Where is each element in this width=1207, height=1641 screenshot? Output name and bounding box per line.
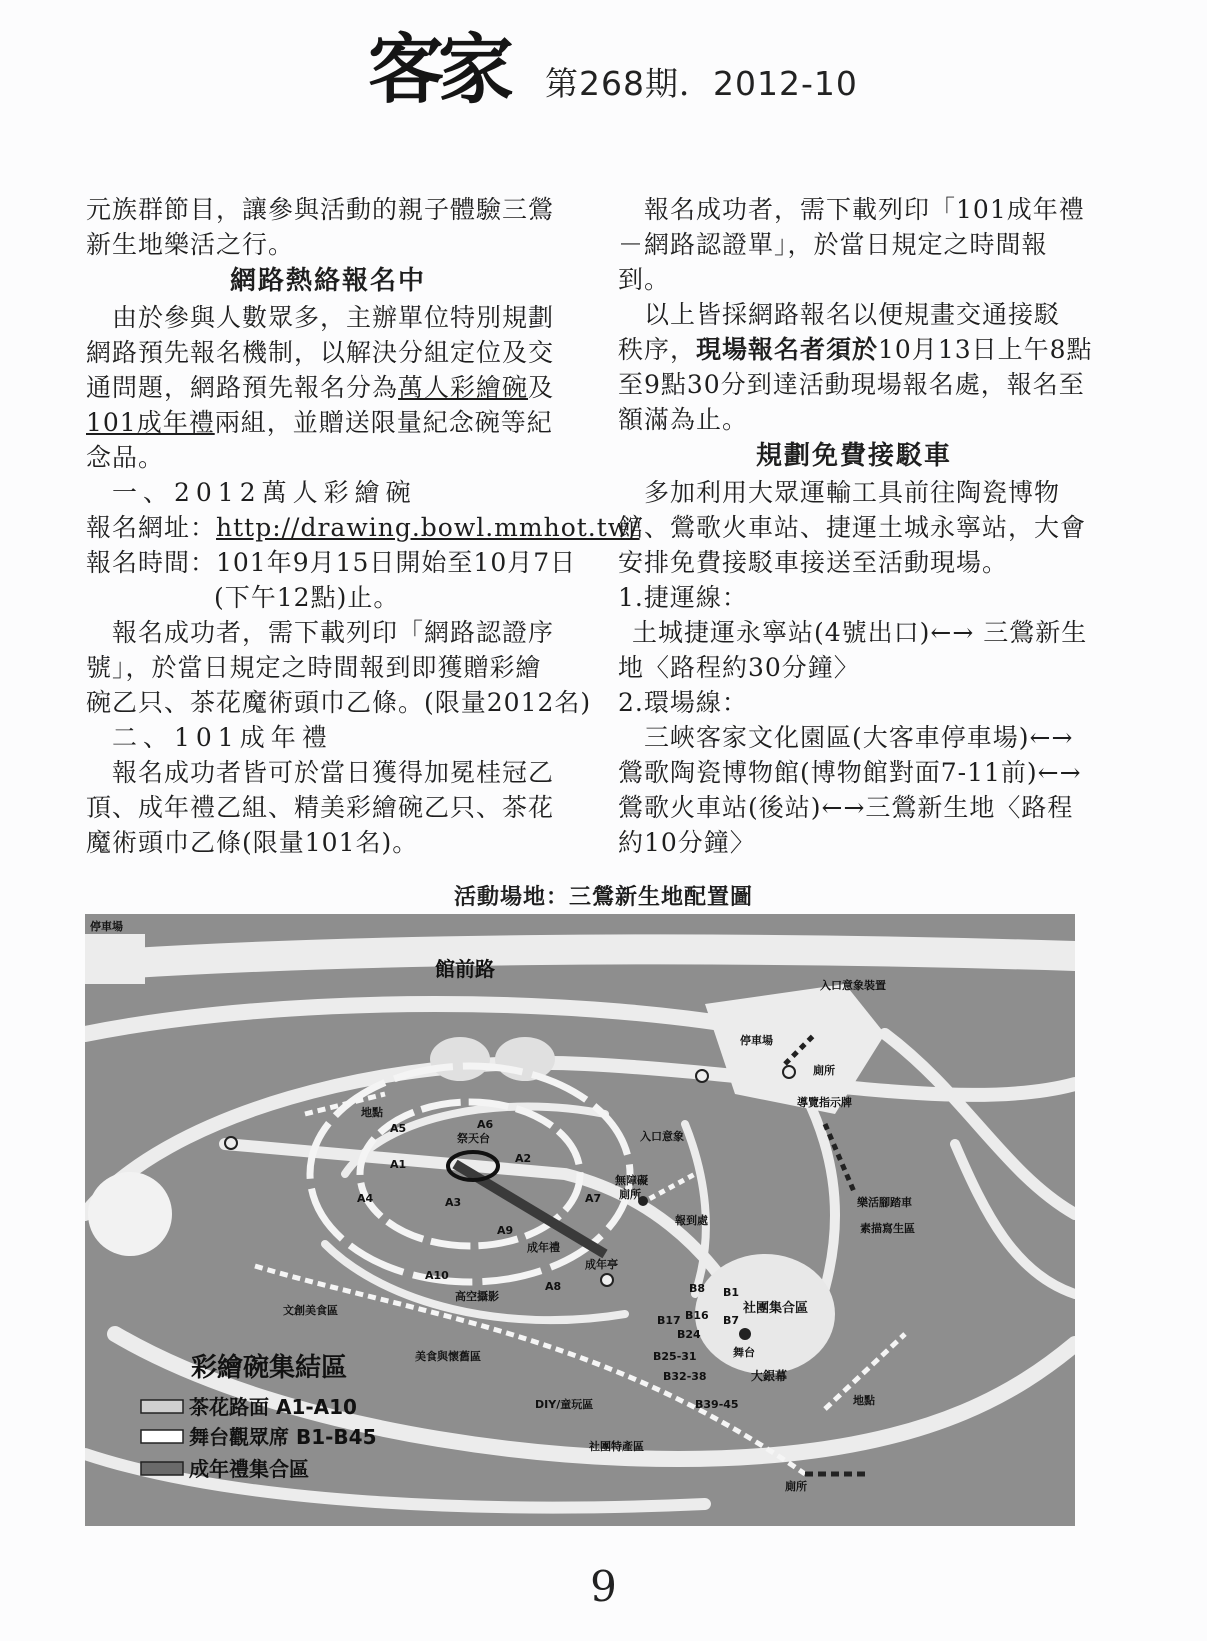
map-label-zone: A1 <box>390 1158 407 1171</box>
left-column <box>86 192 640 860</box>
right-column <box>618 192 1093 860</box>
route-title-mrt: 1.捷運線： <box>618 583 748 612</box>
map-label-checkin: 報到處 <box>675 1214 708 1227</box>
map-label-food-nostalgia: 美食與懷舊區 <box>415 1350 481 1363</box>
text-line: 魔術頭巾乙條(限量101名)。 <box>86 828 419 857</box>
text-line <box>86 370 570 405</box>
text-line: 以上皆採網路報名以便規畫交通接駁 <box>644 300 1061 329</box>
text-span: 兩組，並贈送限量紀念碗等紀 <box>214 408 553 437</box>
masthead-logo: 客家 <box>368 25 508 114</box>
text-line: 網路預先報名機制，以解決分組定位及交 <box>86 338 555 367</box>
text-line: 土城捷運永寧站(4號出口)←→ 三鶯新生 <box>632 618 1088 647</box>
bowl-event-name: 萬人彩繪碗 <box>398 373 529 402</box>
legend-swatch <box>141 1400 183 1413</box>
text-line: 地〈路程約30分鐘〉 <box>618 653 860 682</box>
map-label-zone: A10 <box>425 1269 449 1282</box>
map-label-parking: 停車場 <box>740 1034 773 1047</box>
onsite-registration-emphasis: 現場報名者須於 <box>696 335 879 364</box>
text-line: 由於參與人數眾多，主辦單位特別規劃 <box>86 303 555 332</box>
map-label-coming-of-age: 成年禮 <box>527 1241 560 1254</box>
map-label-zone: A8 <box>545 1280 562 1293</box>
map-label-aerial: 高空攝影 <box>455 1290 499 1303</box>
section-heading-online-registration: 網路熱絡報名中 <box>229 266 426 296</box>
text-span: 及 <box>528 373 555 402</box>
text-line: －網路認證單」，於當日規定之時間報 <box>618 230 1048 259</box>
map-label-zone: B25-31 <box>653 1350 697 1363</box>
legend-item: 成年禮集合區 <box>189 1457 309 1481</box>
route-title-loop: 2.環場線： <box>618 688 748 717</box>
map-label-zone: A5 <box>390 1122 407 1135</box>
legend-swatch <box>141 1430 183 1443</box>
registration-url-link[interactable]: http://drawing.bowl.mmhot.tw/ <box>216 513 640 542</box>
text-line: 號」，於當日規定之時間報到即獲贈彩繪 <box>86 653 542 682</box>
legend-item: 舞台觀眾席 B1-B45 <box>189 1425 377 1449</box>
text-line: 額滿為止。 <box>618 405 749 434</box>
legend-item: 茶花路面 A1-A10 <box>189 1395 357 1419</box>
legend-title: 彩繪碗集結區 <box>191 1353 348 1383</box>
map-label-community-products: 社團特產區 <box>589 1440 644 1453</box>
map-label-spot: 地點 <box>853 1394 875 1407</box>
map-label-stage: 舞台 <box>733 1346 755 1359</box>
map-label-road: 館前路 <box>435 957 495 981</box>
coming-of-age-event-name: 101成年禮 <box>86 408 215 437</box>
map-label-zone: B7 <box>723 1314 740 1327</box>
registration-url-line <box>86 510 640 545</box>
text-line: 三峽客家文化園區(大客車停車場)←→ <box>644 723 1074 752</box>
map-label-zone: A9 <box>497 1224 514 1237</box>
map-label-screen: 大銀幕 <box>751 1369 788 1383</box>
text-line: 鶯歌陶瓷博物館(博物館對面7-11前)←→ <box>618 758 1082 787</box>
map-label-zone: A2 <box>515 1152 532 1165</box>
venue-map <box>85 914 1075 1526</box>
map-label-zone: B39-45 <box>695 1398 739 1411</box>
map-label-community: 社團集合區 <box>743 1301 809 1316</box>
map-label-guide-sign: 導覽指示牌 <box>797 1096 852 1109</box>
section-heading-shuttle: 規劃免費接駁車 <box>755 441 952 471</box>
map-label-zone: A3 <box>445 1196 462 1209</box>
venue-map-svg <box>85 914 1075 1526</box>
text-line: 館、鶯歌火車站、捷運土城永寧站，大會 <box>618 513 1087 542</box>
text-line: 頂、成年禮乙組、精美彩繪碗乙只、茶花 <box>86 793 555 822</box>
text-line: 到。 <box>618 265 671 294</box>
text-line: 報名成功者，需下載列印「網路認證序 <box>86 618 555 647</box>
text-span: 秩序， <box>618 335 697 364</box>
text-line: 念品。 <box>86 443 165 472</box>
url-label: 報名網址： <box>86 513 217 542</box>
map-label-accessible-toilet: 無障礙 <box>615 1174 648 1187</box>
map-label-toilet: 廁所 <box>813 1064 835 1077</box>
text-line: 鶯歌火車站(後站)←→三鶯新生地〈路程 <box>618 793 1074 822</box>
map-roads <box>85 949 1075 1507</box>
text-line: 約10分鐘〉 <box>618 828 756 857</box>
registration-time: 報名時間：101年9月15日開始至10月7日 <box>86 548 577 577</box>
map-label-diy: DIY/童玩區 <box>535 1398 594 1411</box>
map-label-cultural-food: 文創美食區 <box>283 1304 338 1317</box>
text-line: 元族群節目，讓參與活動的親子體驗三鶯 <box>86 195 555 224</box>
text-line: 安排免費接駁車接送至活動現場。 <box>618 548 1009 577</box>
text-line: 新生地樂活之行。 <box>86 230 295 259</box>
text-line: 報名成功者，需下載列印「101成年禮 <box>644 195 1085 224</box>
map-label-altar: 祭天台 <box>457 1132 490 1145</box>
registration-time-cont: (下午12點)止。 <box>214 583 400 612</box>
map-label-toilet: 廁所 <box>785 1480 807 1493</box>
text-line: 多加利用大眾運輸工具前往陶瓷博物 <box>644 478 1061 507</box>
map-label-zone: A7 <box>585 1192 602 1205</box>
map-label-pavilion: 成年亭 <box>585 1258 618 1271</box>
map-label-parking: 停車場 <box>90 920 123 933</box>
map-label-sketch: 素描寫生區 <box>860 1222 915 1235</box>
map-label-zone: B16 <box>685 1309 709 1322</box>
map-label-zone: B17 <box>657 1314 681 1327</box>
text-span: 通問題，網路預先報名分為 <box>86 373 399 402</box>
map-label-bike: 樂活腳踏車 <box>857 1196 912 1209</box>
text-line: 碗乙只、茶花魔術頭巾乙條。(限量2012名) <box>86 688 592 717</box>
map-label-accessible-toilet: 廁所 <box>619 1188 641 1201</box>
subsection-title-bowl: 一、2012萬人彩繪碗 <box>112 478 417 507</box>
legend-swatch <box>141 1462 183 1475</box>
map-label-zone: A6 <box>477 1118 494 1131</box>
map-caption: 活動場地：三鶯新生地配置圖 <box>453 885 753 910</box>
text-line <box>618 332 1093 367</box>
map-label-zone: A4 <box>357 1192 374 1205</box>
map-label-zone: B1 <box>723 1286 740 1299</box>
page-number: 9 <box>590 1562 617 1611</box>
map-label-entrance-device: 入口意象裝置 <box>820 979 886 992</box>
text-line <box>86 405 570 440</box>
map-label-zone: B24 <box>677 1328 701 1341</box>
text-span: 10月13日上午8點 <box>878 335 1093 364</box>
text-line: 報名成功者皆可於當日獲得加冕桂冠乙 <box>86 758 555 787</box>
subsection-title-coming-of-age: 二、101成年禮 <box>112 723 333 752</box>
text-line: 至9點30分到達活動現場報名處，報名至 <box>618 370 1085 399</box>
map-label-spot: 地點 <box>361 1106 383 1119</box>
map-label-zone: B32-38 <box>663 1370 707 1383</box>
map-label-zone: B8 <box>689 1282 706 1295</box>
map-label-entrance: 入口意象 <box>640 1130 684 1143</box>
issue-date: 第268期．2012-10 <box>545 64 858 103</box>
